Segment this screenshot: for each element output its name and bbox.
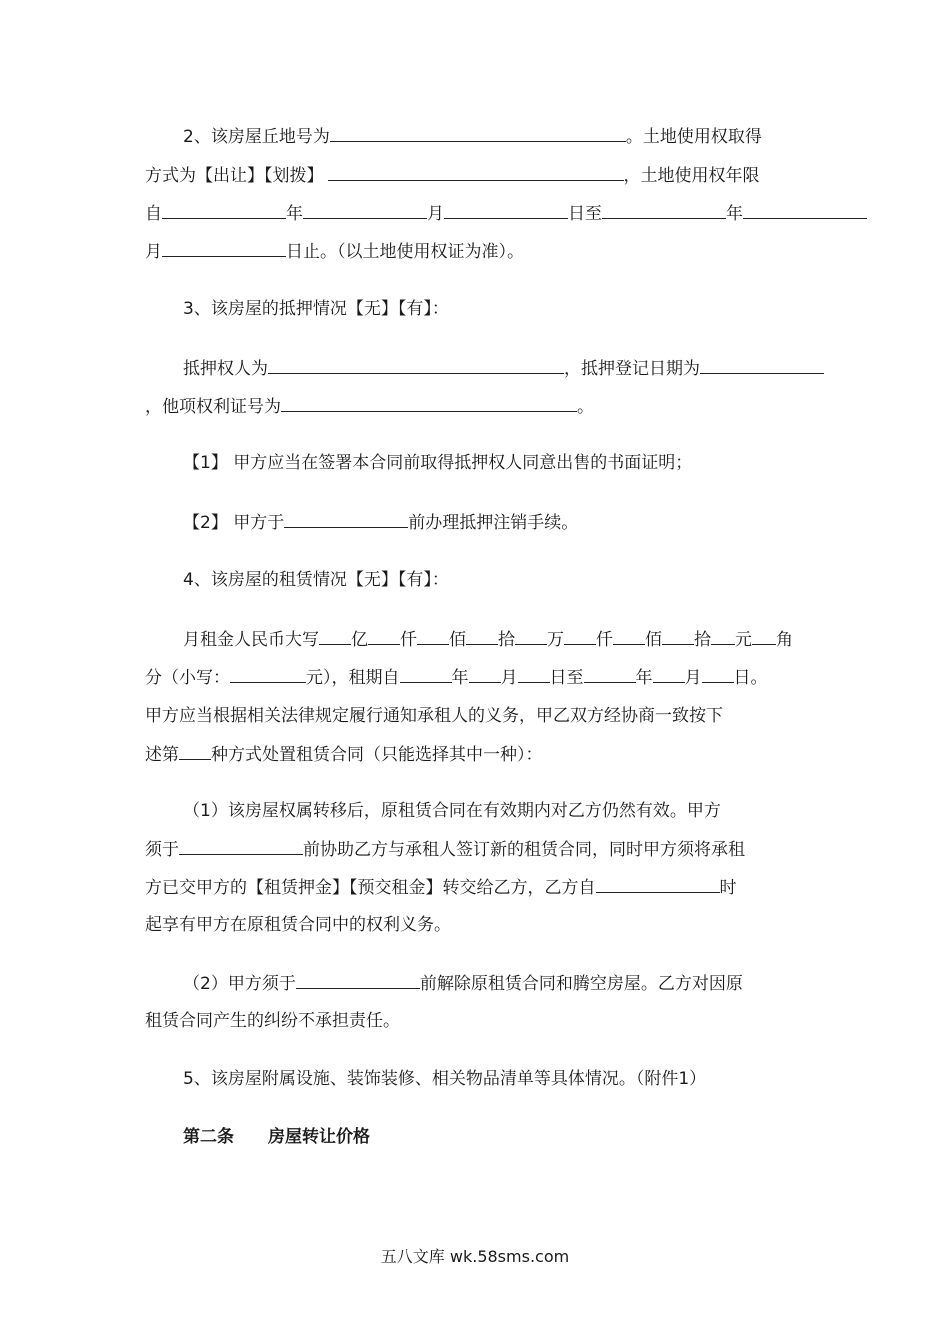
rights-start-blank[interactable] [596, 875, 720, 893]
lease-end-day-blank[interactable] [702, 665, 734, 683]
item3-option1: 【1】 甲方应当在签署本合同前取得抵押权人同意出售的书面证明； [183, 453, 693, 473]
way2-line1: （2）甲方须于 前解除原租赁合同和腾空房屋。乙方对因原 [183, 971, 743, 996]
cert-number-blank[interactable] [281, 394, 577, 412]
mortgage-cancel-date-blank[interactable] [284, 510, 408, 528]
item2-line2: 方式为【出让】【划拨】 ，土地使用权年限 [145, 163, 760, 188]
rent-digit-blank[interactable] [319, 627, 351, 645]
item2-line1: 2、该房屋丘地号为 。土地使用权取得 [183, 124, 762, 149]
lease-end-month-blank[interactable] [653, 665, 685, 683]
item3-heading: 3、该房屋的抵押情况【无】【有】： [183, 299, 449, 319]
rent-amount-line: 月租金人民币大写 亿 仟 佰 拾 万 仟 佰 拾 元 角 [183, 627, 793, 652]
end-month-blank[interactable] [743, 201, 867, 219]
end-year-blank[interactable] [602, 201, 726, 219]
mortgage-date-blank[interactable] [700, 356, 824, 374]
choice-line: 述第 种方式处置租赁合同（只能选择其中一种）： [145, 742, 543, 767]
rent-term-line: 分（小写： 元），租期自 年 月 日至 年 月 日。 [145, 665, 768, 690]
rent-digit-blank[interactable] [417, 627, 449, 645]
item2-line4: 月 日止。（以土地使用权证为准）。 [145, 239, 524, 264]
way2-line2: 租赁合同产生的纠纷不承担责任。 [145, 1011, 400, 1031]
item3-mortgagee-line: 抵押权人为 ，抵押登记日期为 [183, 356, 824, 381]
parcel-number-blank[interactable] [330, 124, 626, 142]
mortgagee-blank[interactable] [268, 356, 564, 374]
item5-line: 5、该房屋附属设施、装饰装修、相关物品清单等具体情况。（附件1） [183, 1069, 707, 1089]
item3-option2: 【2】 甲方于 前办理抵押注销手续。 [183, 510, 578, 535]
way1-line2: 须于 前协助乙方与承租人签订新的租赁合同，同时甲方须将承租 [145, 837, 745, 862]
start-day-blank[interactable] [444, 201, 568, 219]
rent-digit-blank[interactable] [515, 627, 547, 645]
item4-heading: 4、该房屋的租赁情况【无】【有】： [183, 570, 449, 590]
way1-line1: （1）该房屋权属转移后，原租赁合同在有效期内对乙方仍然有效。甲方 [183, 801, 721, 821]
lease-terminate-date-blank[interactable] [296, 971, 420, 989]
rent-digit-blank[interactable] [752, 627, 776, 645]
way1-line3: 方已交甲方的【租赁押金】【预交租金】转交给乙方，乙方自 时 [145, 875, 737, 900]
lease-end-year-blank[interactable] [584, 665, 636, 683]
lease-start-year-blank[interactable] [400, 665, 452, 683]
notice-line: 甲方应当根据相关法律规定履行通知承租人的义务，甲乙双方经协商一致按下 [145, 706, 723, 726]
choice-number-blank[interactable] [179, 742, 211, 760]
lease-start-month-blank[interactable] [469, 665, 501, 683]
land-use-method-blank[interactable] [328, 163, 624, 181]
way1-line4: 起享有甲方在原租赁合同中的权利义务。 [145, 915, 451, 935]
rent-digit-blank[interactable] [662, 627, 694, 645]
rent-digit-blank[interactable] [564, 627, 596, 645]
rent-digit-blank[interactable] [613, 627, 645, 645]
article2-heading: 第二条 房屋转让价格 [183, 1127, 370, 1147]
rent-digit-blank[interactable] [466, 627, 498, 645]
end-day-blank[interactable] [162, 239, 286, 257]
rent-digit-blank[interactable] [368, 627, 400, 645]
footer-watermark: 五八文库 wk.58sms.com [380, 1247, 570, 1266]
item2-line3: 自 年 月 日至 年 [145, 201, 867, 226]
new-lease-date-blank[interactable] [179, 837, 303, 855]
rent-small-blank[interactable] [230, 665, 306, 683]
item3-cert-line: ，他项权利证号为 。 [145, 394, 594, 419]
rent-digit-blank[interactable] [711, 627, 735, 645]
start-month-blank[interactable] [303, 201, 427, 219]
lease-start-day-blank[interactable] [518, 665, 550, 683]
start-year-blank[interactable] [162, 201, 286, 219]
